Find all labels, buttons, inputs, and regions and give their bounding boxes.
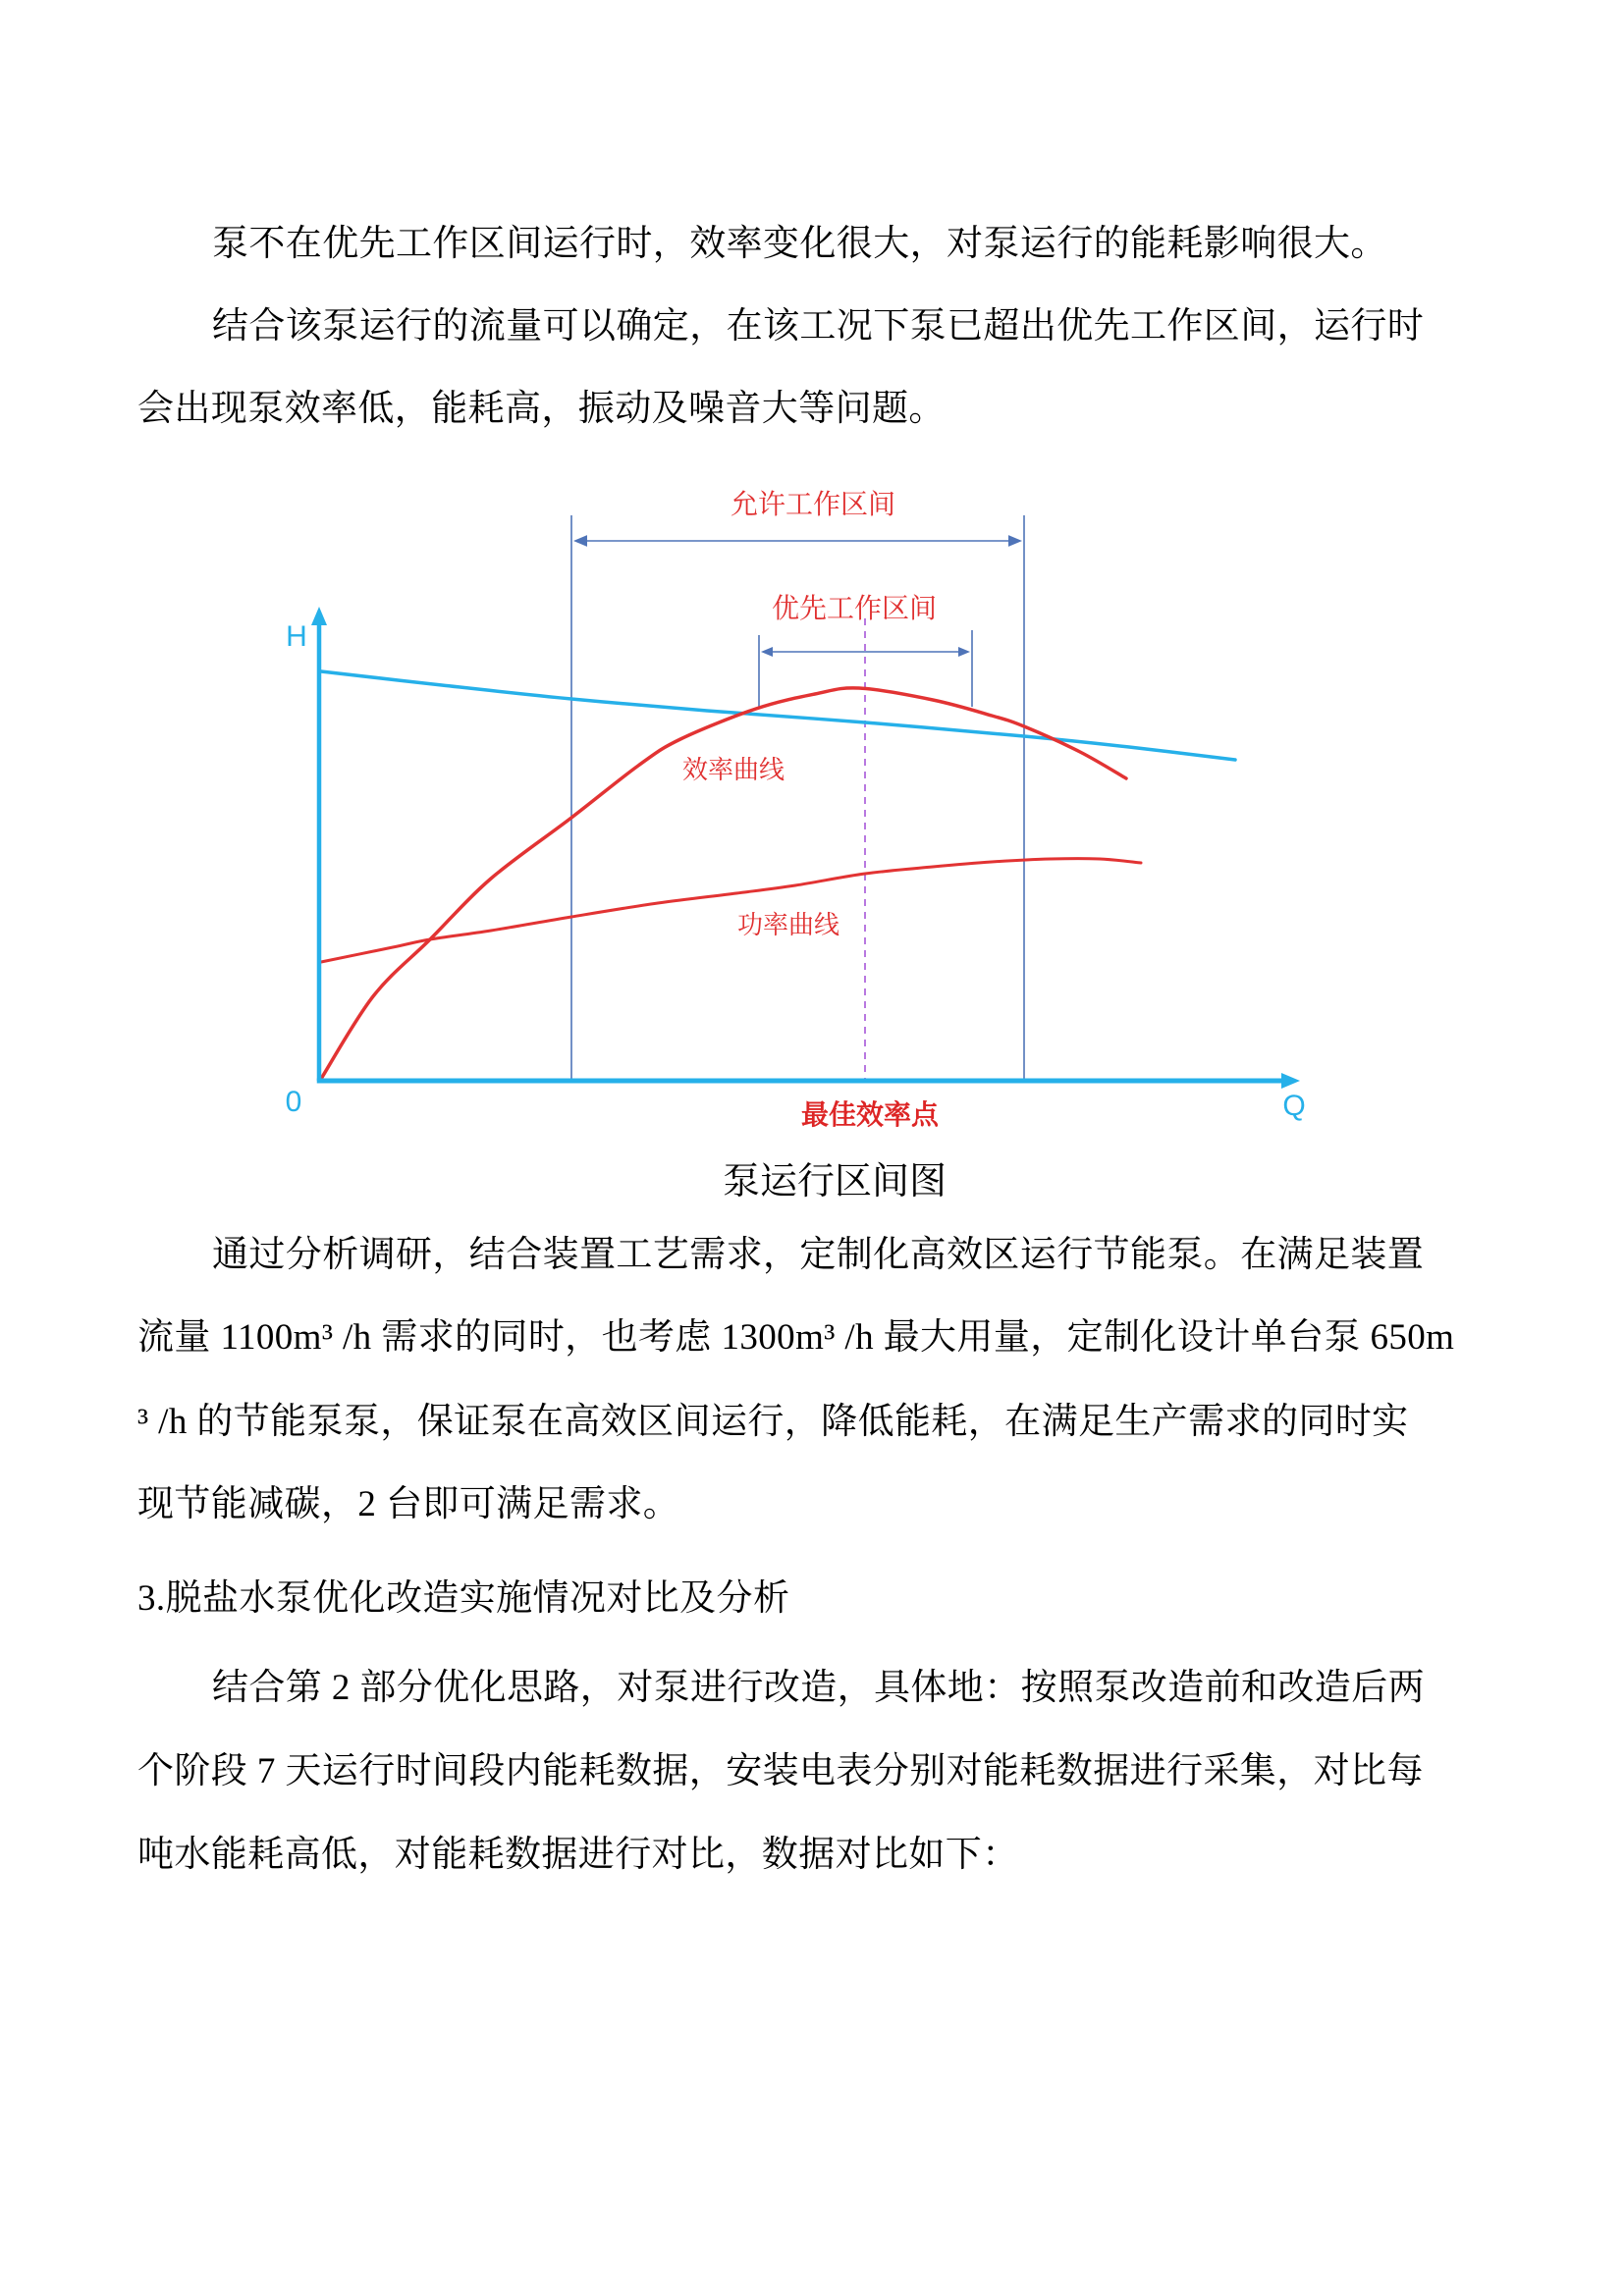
paragraph-line: 泵不在优先工作区间运行时，效率变化很大，对泵运行的能耗影响很大。 bbox=[212, 224, 1387, 264]
paragraph-line: 结合第 2 部分优化思路，对泵进行改造，具体地：按照泵改造前和改造后两 bbox=[212, 1668, 1425, 1708]
paragraph-line: 吨水能耗高低，对能耗数据进行对比，数据对比如下： bbox=[137, 1835, 1019, 1875]
chart-canvas bbox=[245, 461, 1326, 1129]
allowed-working-range-label: 允许工作区间 bbox=[730, 489, 896, 519]
paragraph-line: 现节能减碳，2 台即可满足需求。 bbox=[137, 1484, 680, 1524]
efficiency-curve-label: 效率曲线 bbox=[681, 755, 785, 784]
x-axis-label: Q bbox=[1282, 1090, 1306, 1122]
power-curve-label: 功率曲线 bbox=[736, 910, 840, 939]
figure-caption: 泵运行区间图 bbox=[722, 1161, 947, 1202]
paragraph-line: 结合该泵运行的流量可以确定，在该工况下泵已超出优先工作区间，运行时 bbox=[212, 306, 1425, 347]
y-axis-label: H bbox=[286, 620, 307, 653]
best-efficiency-point-label: 最佳效率点 bbox=[800, 1099, 940, 1130]
preferred-working-range-label: 优先工作区间 bbox=[771, 593, 938, 623]
section-heading: 3.脱盐水泵优化改造实施情况对比及分析 bbox=[137, 1578, 790, 1619]
paragraph-line: 会出现泵效率低，能耗高，振动及噪音大等问题。 bbox=[137, 389, 946, 429]
origin-label: 0 bbox=[285, 1086, 302, 1118]
paragraph-line: 个阶段 7 天运行时间段内能耗数据，安装电表分别对能耗数据进行采集，对比每 bbox=[137, 1751, 1424, 1791]
paragraph-line: ³ /h 的节能泵泵，保证泵在高效区间运行，降低能耗，在满足生产需求的同时实 bbox=[137, 1402, 1409, 1442]
paragraph-line: 流量 1100m³ /h 需求的同时，也考虑 1300m³ /h 最大用量，定制化设计单台泵 650m bbox=[137, 1317, 1455, 1358]
paragraph-line: 通过分析调研，结合装置工艺需求，定制化高效区运行节能泵。在满足装置 bbox=[212, 1235, 1425, 1275]
pump-operating-range-chart bbox=[245, 461, 1326, 1129]
